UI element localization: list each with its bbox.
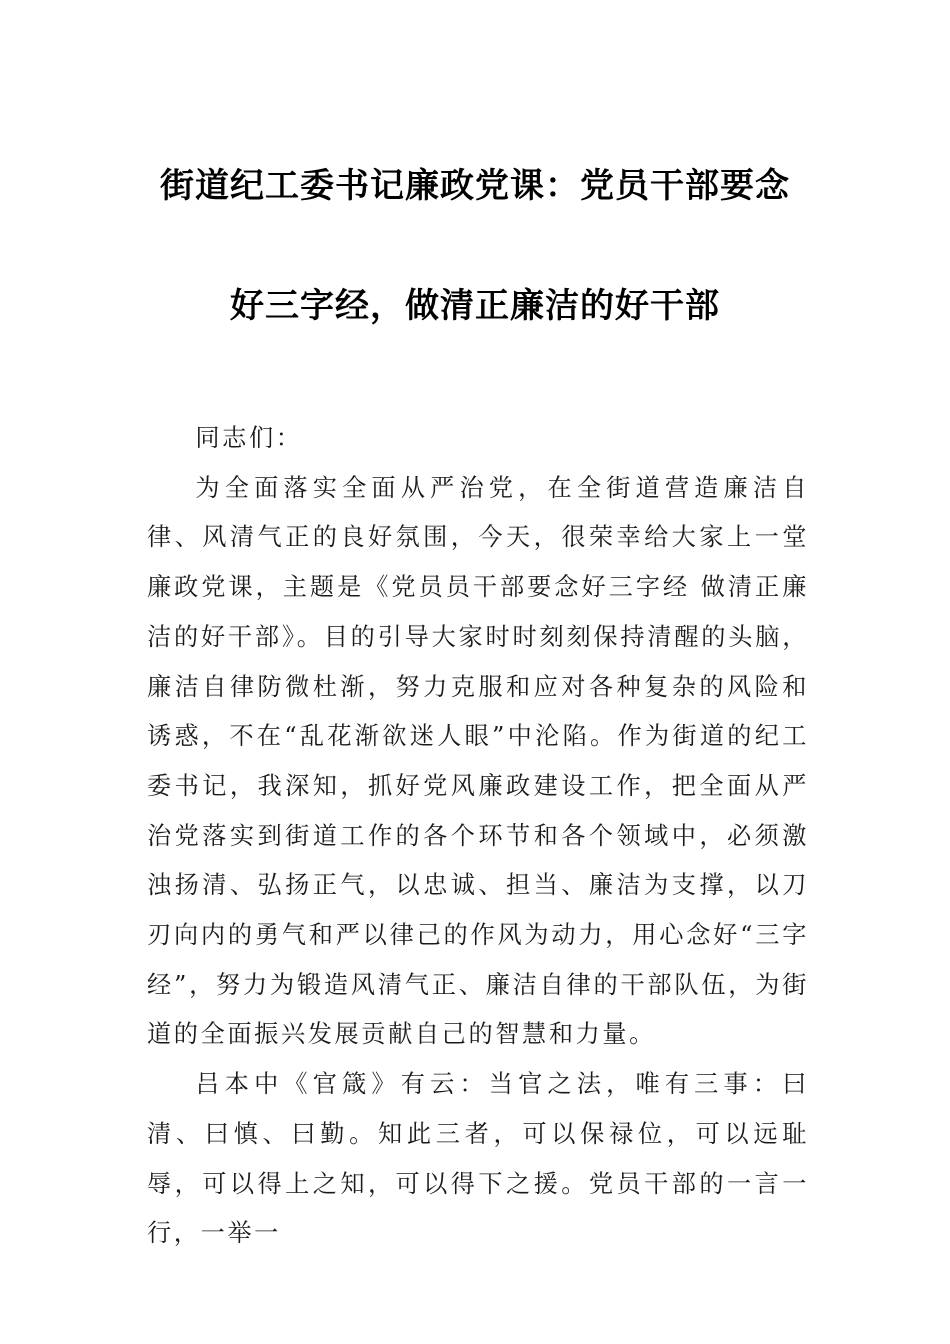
document-title-line-2: 好三字经，做清正廉洁的好干部 [230,286,720,326]
salutation-paragraph: 同志们： [195,424,303,452]
document-title-line-1: 街道纪工委书记廉政党课：党员干部要念 [160,166,790,206]
document-body [147,414,809,1259]
body-paragraph: 吕本中《官箴》有云：当官之法，唯有三事：曰清、曰慎、曰勤。知此三者，可以保禄位，可以远耻辱，可以得上之知，可以得下之援。党员干部的一言一行，一举一 [147,1070,809,1248]
body-paragraph: 为全面落实全面从严治党，在全街道营造廉洁自律、风清气正的良好氛围，今天，很荣幸给大家上一堂廉政党课，主题是《党员员干部要念好三字经 做清正廉洁的好干部》。目的引导大家时时刻刻保持清醒的头脑，廉洁自律防微杜渐，努力克服和应对各种复杂的风险和诱惑，不在“乱花渐欲迷人眼”中沦陷。作为街道的纪工委书记，我深知，抓好党风廉政建设工作，把全面从严治党落实到街道工作的各个环节和各个领域中，必须激浊扬清、弘扬正气，以忠诚、担当、廉洁为支撑，以刀刃向内的勇气和严以律己的作风为动力，用心念好“三字经”，努力为锻造风清气正、廉洁自律的干部队伍，为街道的全面振兴发展贡献自己的智慧和力量。 [147,473,809,1049]
